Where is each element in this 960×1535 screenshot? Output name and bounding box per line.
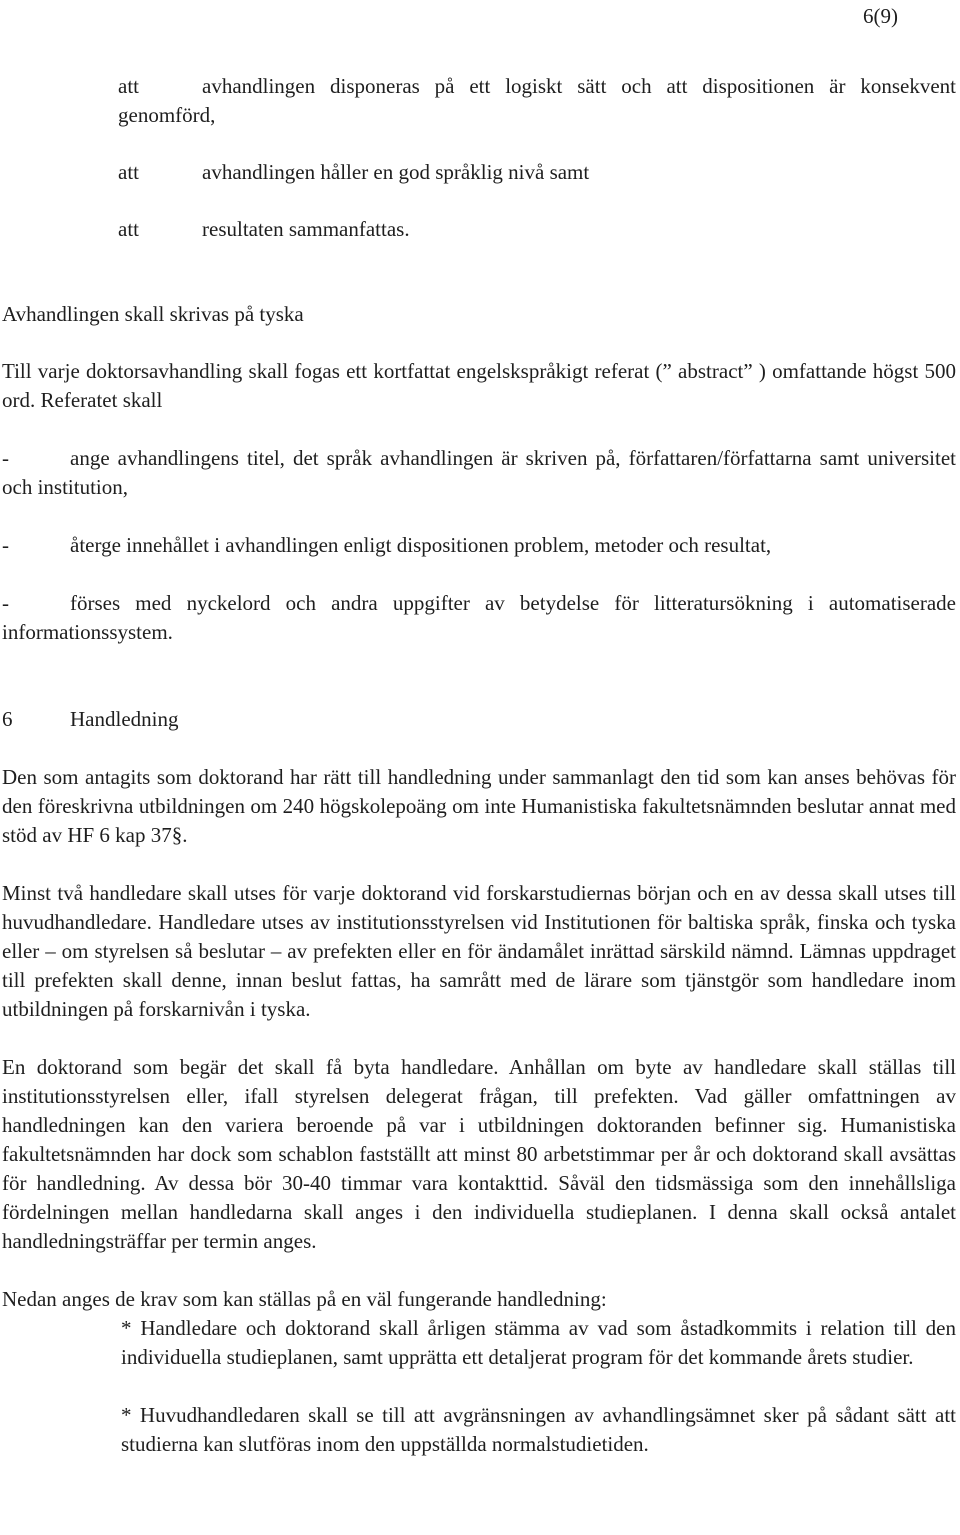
requirements-intro: Nedan anges de krav som kan ställas på en väl fungerande handledning: bbox=[2, 1287, 607, 1311]
dash-text: ange avhandlingens titel, det språk avhandlingen är skriven på, författaren/författarna samt universitet och institution, bbox=[2, 446, 956, 499]
dash-marker: - bbox=[2, 533, 9, 557]
att-prefix: att bbox=[118, 74, 139, 98]
att-item bbox=[2, 158, 956, 187]
dash-text: förses med nyckelord och andra uppgifter av betydelse för litteratursökning i automatiserade informationssystem. bbox=[2, 591, 956, 644]
section-title: Handledning bbox=[70, 707, 179, 731]
section-heading bbox=[2, 705, 956, 734]
section-number: 6 bbox=[2, 707, 13, 731]
paragraph: En doktorand som begär det skall få byta handledare. Anhållan om byte av handledare skall ställas till institutionsstyrelsen eller, ifall styrelsen delegerat frågan, till prefekten. Vad gäller omfattningen av handledningen kan den variera beroende på var i utbildningen doktoranden befinner sig. Humanistiska fakultetsnämnden har dock som schablon fastställt att minst 80 arbetstimmar per år och doktorand skall avsättas för handledning. Av dessa bör 30-40 timmar vara kontakttid. Såväl den tidsmässiga som den innehållsliga fördelningen mellan handledarna skall anges i den individuella studieplanen. I denna skall också antalet handledningsträffar per termin anges. bbox=[2, 1055, 956, 1253]
att-prefix: att bbox=[118, 160, 139, 184]
language-heading: Avhandlingen skall skrivas på tyska bbox=[2, 302, 304, 326]
att-text: avhandlingen disponeras på ett logiskt sätt och att dispositionen är konsekvent genomförd, bbox=[118, 74, 956, 127]
paragraph: Den som antagits som doktorand har rätt till handledning under sammanlagt den tid som kan anses behövas för den föreskrivna utbildningen om 240 högskolepoäng om inte Humanistiska fakultetsnämnden beslutar annat med stöd av HF 6 kap 37§. bbox=[2, 765, 956, 847]
dash-item bbox=[2, 444, 956, 502]
paragraph: Minst två handledare skall utses för varje doktorand vid forskarstudiernas början och en av dessa skall utses till huvudhandledare. Handledare utses av institutionsstyrelsen vid Institutionen för baltiska språk, finska och tyska eller – om styrelsen så beslutar – av prefekten eller en för ändamålet inrättad särskild nämnd. Lämnas uppdraget till prefekten skall denne, innan beslut fattas, ha samrått med de lärare som tjänstgör som handledare inom utbildningen på forskarnivån i tyska. bbox=[2, 881, 956, 1021]
star-item: * Handledare och doktorand skall årligen stämma av vad som åstadkommits i relation till den individuella studieplanen, samt upprätta ett detaljerat program för det kommande årets studier. bbox=[121, 1316, 956, 1369]
att-item bbox=[2, 215, 956, 244]
att-prefix: att bbox=[118, 217, 139, 241]
star-item: * Huvudhandledaren skall se till att avgränsningen av avhandlingsämnet sker på sådant sätt att studierna kan slutföras inom den uppställda normalstudietiden. bbox=[121, 1403, 956, 1456]
att-item bbox=[2, 72, 956, 130]
document-body bbox=[2, 72, 956, 1459]
att-text: avhandlingen håller en god språklig nivå samt bbox=[202, 160, 590, 184]
att-text: resultaten sammanfattas. bbox=[202, 217, 410, 241]
abstract-paragraph: Till varje doktorsavhandling skall fogas ett kortfattat engelskspråkigt referat (” abstract” ) omfattande högst 500 ord. Referatet skall bbox=[2, 359, 956, 412]
page-number: 6(9) bbox=[863, 4, 898, 28]
dash-item bbox=[2, 531, 956, 560]
dash-marker: - bbox=[2, 446, 9, 470]
dash-text: återge innehållet i avhandlingen enligt dispositionen problem, metoder och resultat, bbox=[70, 533, 772, 557]
dash-marker: - bbox=[2, 591, 9, 615]
dash-item bbox=[2, 589, 956, 647]
